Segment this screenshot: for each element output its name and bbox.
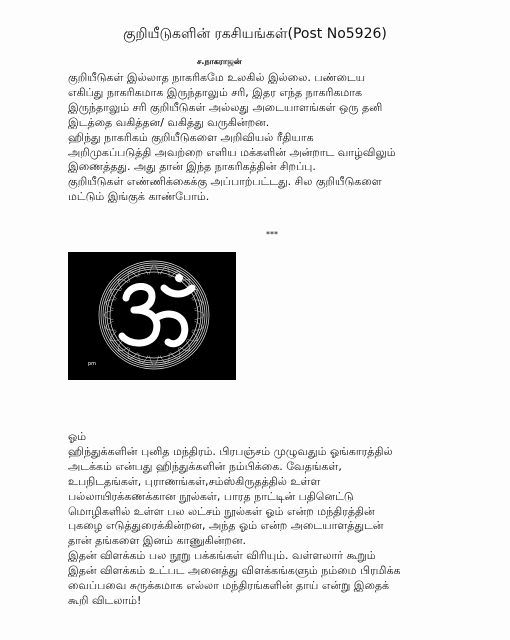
text-line: எகிப்து நாகரிகமாக இருந்தாலும் சரி, இதர எந்த நாகரிகமாக (68, 85, 363, 99)
text-line: பல்லாயிரக்கணக்கான நூல்கள், பாரத நாட்டின் பதினெட்டு (68, 489, 354, 503)
text-line: இதன் விளக்கம் உட்பட அனைத்து விளக்கங்களும் நம்மை பிரமிக்க (68, 564, 401, 578)
text-line: அறிமுகப்படுத்தி அவற்றை எளிய மக்களின் அன்றாட வாழ்விலும் (68, 145, 396, 159)
image-caption: pm (88, 361, 97, 367)
om-symbol-image (68, 252, 236, 380)
intro-paragraph (68, 71, 488, 205)
text-line: இதன் விளக்கம் பல நூறு பக்கங்கள் விரியும். வள்ளலார் கூறும் (68, 549, 376, 563)
text-line: குறியீடுகள் எண்ணிக்கைக்கு அப்பாற்பட்டது. சில குறியீடுகளை (68, 175, 382, 189)
text-line: அடக்கம் என்பது ஹிந்துக்களின் நம்பிக்கை. வேதங்கள், (68, 459, 342, 473)
text-line: ஹிந்து நாகரிகம் குறியீடுகளை அறிவியல் ரீதியாக (68, 130, 314, 144)
text-line: மட்டும் இங்குக் காண்போம். (68, 190, 210, 204)
text-line: இருந்தாலும் சரி குறியீடுகள் அல்லது அடையாளங்கள் ஒரு தனி (68, 100, 383, 114)
om-symbol-icon (68, 252, 236, 380)
section-separator: *** (266, 230, 278, 239)
text-line: குறியீடுகள் இல்லாத நாகரிகமே உலகில் இல்லை. பண்டைய (68, 71, 366, 84)
section-heading: ஓம் (68, 430, 87, 443)
document-title: குறியீடுகளின் ரகசியங்கள்(Post No5926) (123, 26, 387, 42)
text-line: ஹிந்துக்களின் புனித மந்திரம். பிரபஞ்சம் முழுவதும் ஓங்காரத்தில் (68, 444, 393, 458)
text-line: இடத்தை வகித்தன/ வகித்து வருகின்றன. (68, 115, 270, 129)
text-line: மொழிகளில் உள்ள பல லட்சம் நூல்கள் ஓம் என்ற மந்திரத்தின் (68, 504, 375, 518)
text-line: புகழை எடுத்துரைக்கின்றன, அந்த ஓம் என்ற அடையாளத்துடன் (68, 519, 384, 533)
om-paragraph (68, 430, 488, 609)
text-line: இணைத்தது. அது தான் இந்த நாகரிகத்தின் சிறப்பு. (68, 160, 316, 174)
text-line: தான் தங்களை இனம் காணுகின்றன. (68, 534, 247, 548)
text-line: கூறி விடலாம்! (68, 593, 142, 607)
author-name: ச.நாகராஜன் (197, 57, 242, 66)
text-line: வைப்பவை சுருக்கமாக எல்லா மந்திரங்களின் தாய் என்று இதைக் (68, 579, 390, 593)
text-line: உபநிடதங்கள், புராணங்கள்,சம்ஸ்கிருதத்தில் உள்ள (68, 474, 321, 488)
